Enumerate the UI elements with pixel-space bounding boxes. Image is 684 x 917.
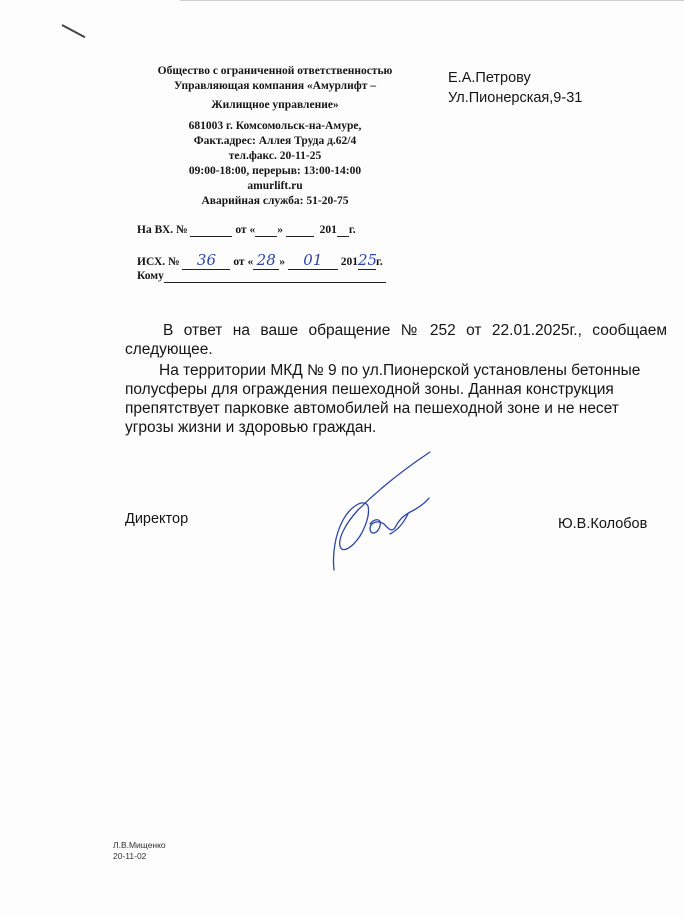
outgoing-month-handwritten: 01: [288, 251, 338, 270]
outgoing-reference-line: [137, 251, 383, 270]
outgoing-year-handwritten: 25: [357, 251, 378, 269]
signatory-name: Ю.В.Колобов: [558, 516, 648, 532]
recipient-name: Е.А.Петрову: [448, 70, 531, 86]
org-hours: 09:00-18:00, перерыв: 13:00-14:00: [188, 165, 362, 177]
org-line-2: Управляющая компания «Амурлифт –: [174, 80, 376, 92]
executor-phone: 20-11-02: [113, 851, 147, 861]
addressee-label: Кому: [137, 270, 164, 282]
incoming-year-suffix: г.: [348, 224, 356, 236]
outgoing-label: ИСХ. №: [137, 256, 180, 268]
signatory-position: Директор: [125, 511, 189, 527]
incoming-year-blank: [337, 224, 349, 237]
org-line-3: Жилищное управление»: [211, 99, 339, 111]
org-website: amurlift.ru: [247, 180, 303, 192]
scan-edge-line: [180, 0, 684, 1]
executor-name: Л.В.Мищенко: [113, 840, 166, 850]
org-emergency-service: Аварийная служба: 51-20-75: [201, 195, 349, 207]
incoming-label: На ВХ. №: [137, 224, 188, 236]
body-paragraph-2: На территории МКД № 9 по ул.Пионерской установлены бетонные полусферы для ограждения пешеходной зоны. Данная конструкция препятствует парковке автомобилей на пешеходной зоне и не несет угрозы жизни и здоровью граждан.: [125, 362, 641, 436]
org-address: 681003 г. Комсомольск-на-Амуре,: [188, 120, 362, 132]
org-actual-address: Факт.адрес: Аллея Труда д.62/4: [193, 135, 357, 147]
scan-corner-mark: [62, 24, 86, 38]
addressee-line: [137, 270, 386, 283]
outgoing-close-quote: »: [279, 256, 285, 268]
signature-stroke-tail: [390, 514, 408, 534]
signature-stroke-loop: [370, 498, 429, 533]
outgoing-number-handwritten: 36: [182, 251, 230, 270]
incoming-from-label: от «: [235, 224, 256, 236]
incoming-reference-line: [137, 224, 356, 237]
addressee-blank: [164, 270, 386, 283]
recipient-address: Ул.Пионерская,9-31: [448, 90, 583, 106]
body-paragraph-1: В ответ на ваше обращение № 252 от 22.01.2025г., сообщаем следующее.: [125, 322, 667, 358]
outgoing-year-prefix: 201: [340, 256, 358, 268]
executor-footer: [113, 840, 166, 862]
outgoing-year-suffix: г.: [375, 256, 383, 268]
organization-header: [140, 64, 410, 209]
org-line-1: Общество с ограниченной ответственностью: [157, 65, 393, 77]
outgoing-from-label: от «: [233, 256, 254, 268]
handwritten-signature: [318, 448, 433, 578]
org-phone-fax: тел.факс. 20-11-25: [228, 150, 322, 162]
incoming-close-quote: »: [277, 224, 283, 236]
outgoing-day-handwritten: 28: [253, 251, 279, 270]
recipient-block: [448, 68, 582, 108]
incoming-year-prefix: 201: [319, 224, 337, 236]
incoming-month-blank: [286, 224, 314, 237]
incoming-number-blank: [190, 224, 232, 237]
signature-stroke-main: [333, 452, 430, 570]
incoming-day-blank: [255, 224, 277, 237]
